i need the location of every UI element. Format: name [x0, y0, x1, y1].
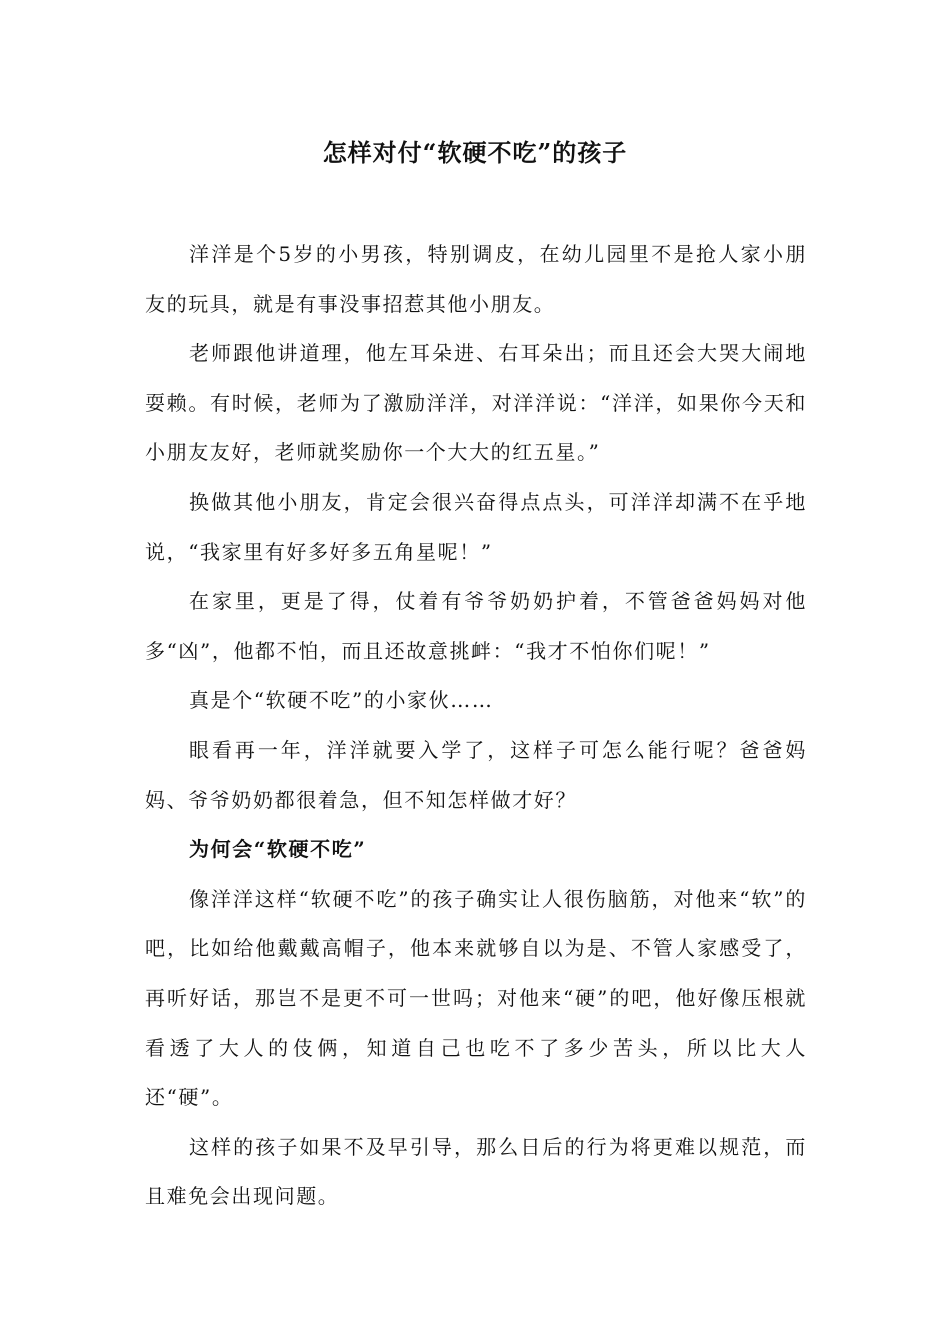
paragraph: 眼看再一年，洋洋就要入学了，这样子可怎么能行呢？爸爸妈妈、爷爷奶奶都很着急，但不知怎样做才好？ [145, 737, 807, 812]
paragraph: 真是个“软硬不吃”的小家伙…… [189, 688, 494, 713]
paragraph: 老师跟他讲道理，他左耳朵进、右耳朵出；而且还会大哭大闹地耍赖。有时候，老师为了激励洋洋，对洋洋说：“洋洋，如果你今天和小朋友友好，老师就奖励你一个大大的红五星。” [145, 341, 807, 465]
paragraph: 换做其他小朋友，肯定会很兴奋得点点头，可洋洋却满不在乎地说，“我家里有好多好多五角星呢！” [145, 489, 807, 564]
paragraph: 这样的孩子如果不及早引导，那么日后的行为将更难以规范，而且难免会出现问题。 [145, 1134, 807, 1209]
paragraph: 像洋洋这样“软硬不吃”的孩子确实让人很伤脑筋，对他来“软”的吧，比如给他戴戴高帽子，他本来就够自以为是、不管人家感受了，再听好话，那岂不是更不可一世吗；对他来“硬”的吧，他好像压根就看透了大人的伎俩，知道自己也吃不了多少苦头，所以比大人还“硬”。 [145, 886, 807, 1110]
document-body [145, 230, 807, 1222]
paragraph: 洋洋是个5岁的小男孩，特别调皮，在幼儿园里不是抢人家小朋友的玩具，就是有事没事招惹其他小朋友。 [145, 242, 807, 316]
section-heading: 为何会“软硬不吃” [189, 837, 367, 862]
document-title: 怎样对付“软硬不吃”的孩子 [322, 138, 628, 167]
paragraph: 在家里，更是了得，仗着有爷爷奶奶护着，不管爸爸妈妈对他多“凶”，他都不怕，而且还故意挑衅：“我才不怕你们呢！” [145, 589, 807, 663]
